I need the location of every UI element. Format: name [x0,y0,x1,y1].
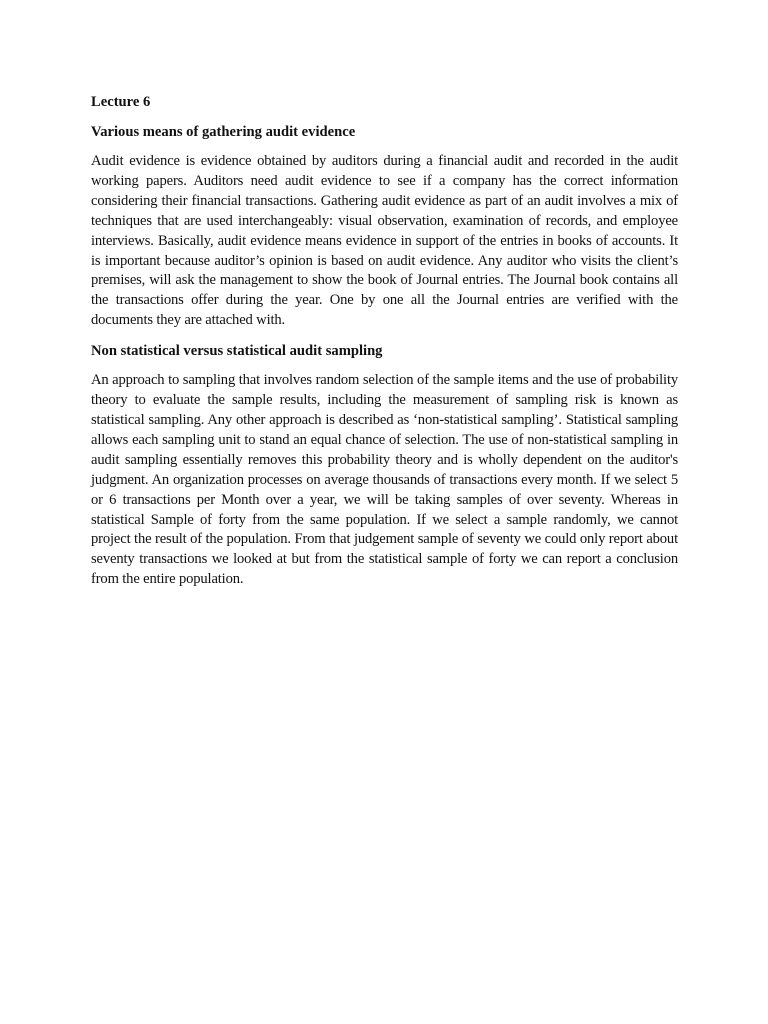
paragraph-audit-sampling: An approach to sampling that involves random selection of the sample items and the use of probability theory to evaluate the sample results, including the measurement of sampling risk is known as statistical sampling. Any other approach is described as ‘non-statistical sampling’. Statistical sampling allows each sampling unit to stand an equal chance of selection. The use of non-statistical sampling in audit sampling essentially removes this probability theory and is wholly dependent on the auditor's judgment. An organization processes on average thousands of transactions every month. If we select 5 or 6 transactions per Month over a year, we will be taking samples of over seventy. Whereas in statistical Sample of forty from the same population. If we select a sample randomly, we cannot project the result of the population. From that judgement sample of seventy we could only report about seventy transactions we looked at but from the statistical sample of forty we can report a conclusion from the entire population. [91,372,678,588]
section-heading-audit-sampling: Non statistical versus statistical audit sampling [91,343,383,360]
lecture-title: Lecture 6 [91,94,151,110]
section-heading-audit-evidence: Various means of gathering audit evidence [91,124,356,140]
document-page [91,92,678,600]
paragraph-audit-evidence: Audit evidence is evidence obtained by auditors during a financial audit and recorded in the audit working papers. Auditors need audit evidence to see if a company has the correct information considering their financial transactions. Gathering audit evidence as part of an audit involves a mix of techniques that are used interchangeably: visual observation, examination of records, and employee interviews. Basically, audit evidence means evidence in support of the entries in books of accounts. It is important because auditor’s opinion is based on audit evidence. Any auditor who visits the client’s premises, will ask the management to show the book of Journal entries. The Journal book contains all the transactions offer during the year. One by one all the Journal entries are verified with the documents they are attached with. [91,153,678,329]
